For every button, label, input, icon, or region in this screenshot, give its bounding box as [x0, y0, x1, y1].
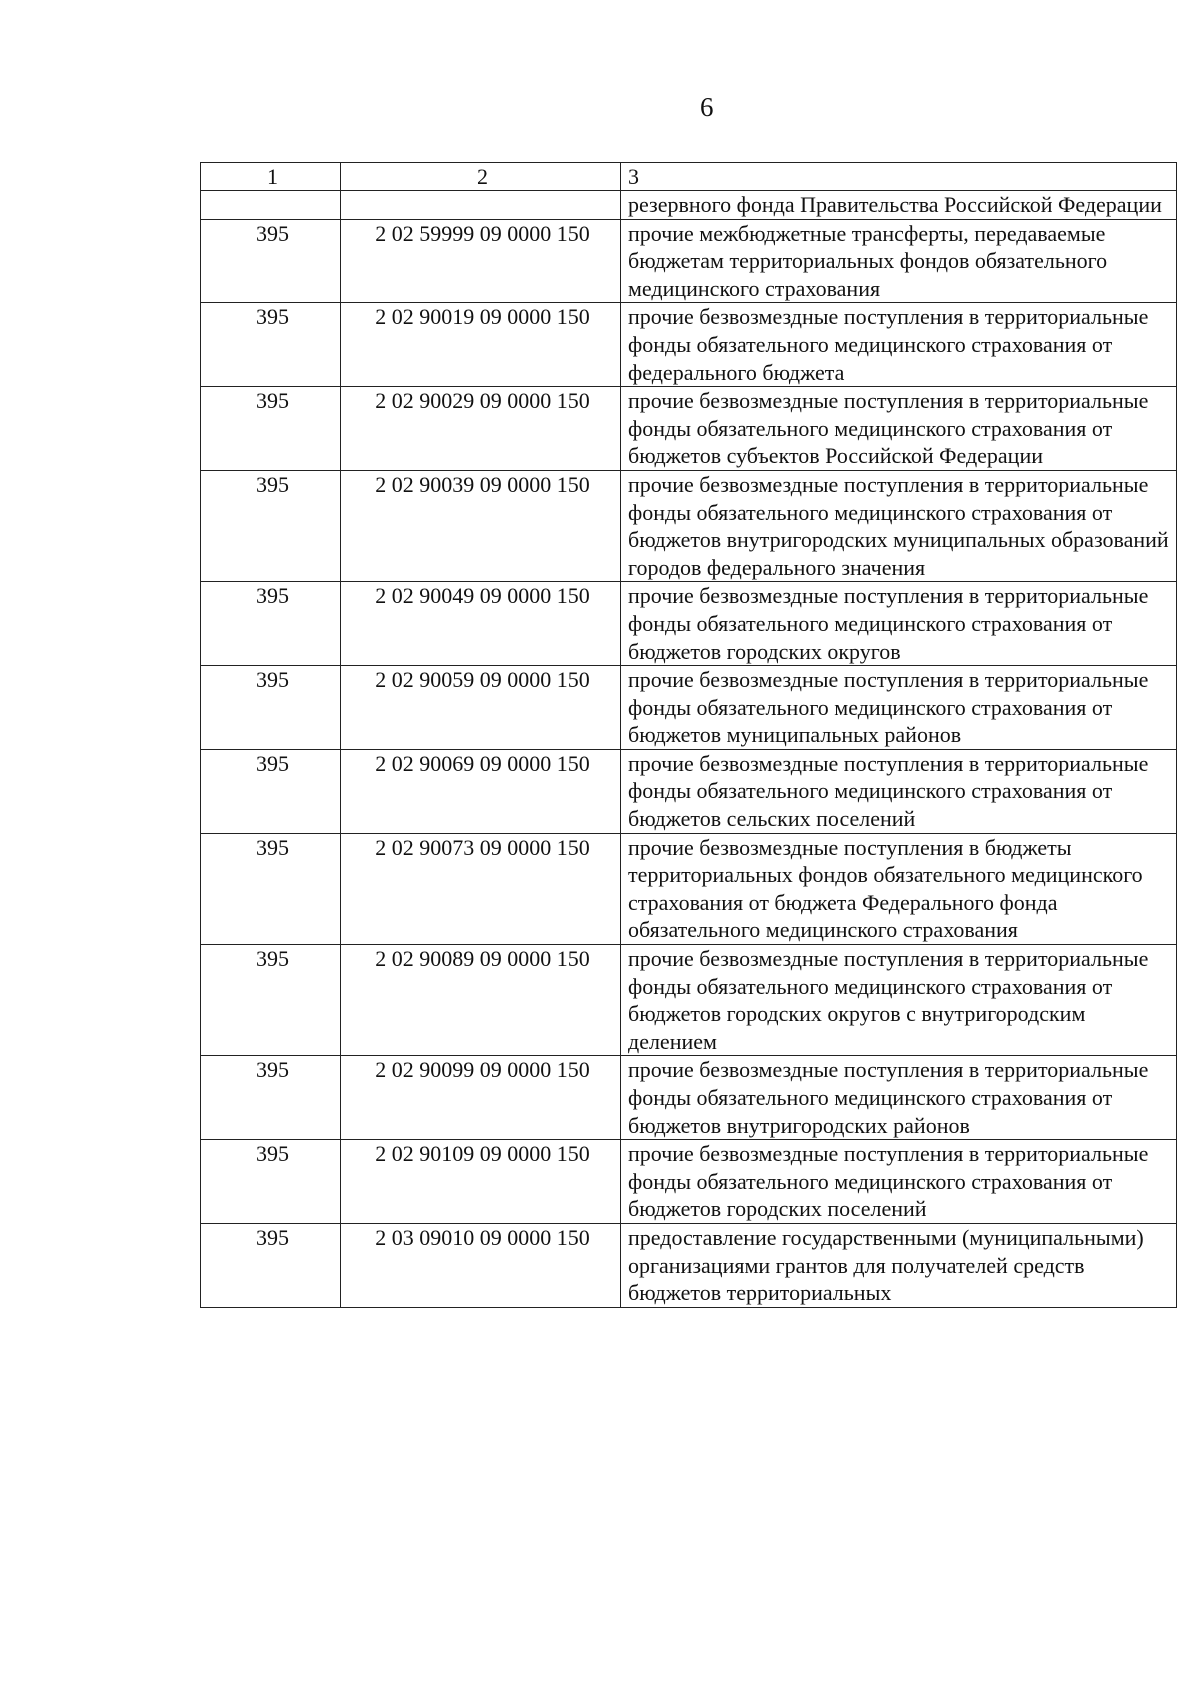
- table-row: [201, 219, 1177, 303]
- budget-code-cell: 2 02 90049 09 0000 150: [341, 582, 621, 666]
- column-header-2: 2: [341, 163, 621, 191]
- description-cell: предоставление государственными (муниципальными) организациями грантов для получателей средств бюджетов территориальных: [621, 1223, 1177, 1307]
- budget-code-cell: 2 02 90099 09 0000 150: [341, 1056, 621, 1140]
- admin-code-cell: 395: [201, 833, 341, 944]
- description-cell: прочие межбюджетные трансферты, передаваемые бюджетам территориальных фондов обязательного медицинского страхования: [621, 219, 1177, 303]
- table-row: [201, 749, 1177, 833]
- budget-code-cell: [341, 191, 621, 220]
- budget-code-cell: 2 02 90029 09 0000 150: [341, 387, 621, 471]
- table-row: [201, 191, 1177, 220]
- admin-code-cell: 395: [201, 1223, 341, 1307]
- admin-code-cell: 395: [201, 666, 341, 750]
- budget-code-cell: 2 02 90059 09 0000 150: [341, 666, 621, 750]
- table-row: [201, 303, 1177, 387]
- admin-code-cell: 395: [201, 749, 341, 833]
- admin-code-cell: 395: [201, 1140, 341, 1224]
- description-cell: прочие безвозмездные поступления в территориальные фонды обязательного медицинского страхования от бюджетов внутригородских районов: [621, 1056, 1177, 1140]
- description-cell: прочие безвозмездные поступления в территориальные фонды обязательного медицинского страхования от бюджетов субъектов Российской Федерации: [621, 387, 1177, 471]
- table-row: [201, 582, 1177, 666]
- description-cell: прочие безвозмездные поступления в территориальные фонды обязательного медицинского страхования от бюджетов городских округов с внутригородским делением: [621, 945, 1177, 1056]
- description-cell: прочие безвозмездные поступления в территориальные фонды обязательного медицинского страхования от бюджетов сельских поселений: [621, 749, 1177, 833]
- table-row: [201, 1223, 1177, 1307]
- table-header-row: [201, 163, 1177, 191]
- admin-code-cell: 395: [201, 470, 341, 581]
- budget-code-cell: 2 02 90089 09 0000 150: [341, 945, 621, 1056]
- admin-code-cell: 395: [201, 387, 341, 471]
- table-row: [201, 945, 1177, 1056]
- column-header-3: 3: [621, 163, 1177, 191]
- description-cell: прочие безвозмездные поступления в бюджеты территориальных фондов обязательного медицинского страхования от бюджета Федерального фонда обязательного медицинского страхования: [621, 833, 1177, 944]
- table-row: [201, 1056, 1177, 1140]
- description-cell: прочие безвозмездные поступления в территориальные фонды обязательного медицинского страхования от бюджетов муниципальных районов: [621, 666, 1177, 750]
- budget-code-cell: 2 02 90073 09 0000 150: [341, 833, 621, 944]
- admin-code-cell: 395: [201, 582, 341, 666]
- budget-code-cell: 2 02 90019 09 0000 150: [341, 303, 621, 387]
- table-row: [201, 833, 1177, 944]
- table-row: [201, 470, 1177, 581]
- page-number: 6: [700, 92, 714, 122]
- table-row: [201, 666, 1177, 750]
- admin-code-cell: 395: [201, 1056, 341, 1140]
- budget-code-cell: 2 02 90069 09 0000 150: [341, 749, 621, 833]
- description-cell: прочие безвозмездные поступления в территориальные фонды обязательного медицинского страхования от бюджетов городских округов: [621, 582, 1177, 666]
- admin-code-cell: 395: [201, 219, 341, 303]
- admin-code-cell: 395: [201, 945, 341, 1056]
- description-cell: прочие безвозмездные поступления в территориальные фонды обязательного медицинского страхования от федерального бюджета: [621, 303, 1177, 387]
- description-cell: резервного фонда Правительства Российской Федерации: [621, 191, 1177, 220]
- admin-code-cell: [201, 191, 341, 220]
- description-cell: прочие безвозмездные поступления в территориальные фонды обязательного медицинского страхования от бюджетов городских поселений: [621, 1140, 1177, 1224]
- table-row: [201, 387, 1177, 471]
- budget-code-cell: 2 02 90109 09 0000 150: [341, 1140, 621, 1224]
- budget-codes-table: [200, 162, 1177, 1308]
- budget-code-cell: 2 03 09010 09 0000 150: [341, 1223, 621, 1307]
- admin-code-cell: 395: [201, 303, 341, 387]
- table-row: [201, 1140, 1177, 1224]
- description-cell: прочие безвозмездные поступления в территориальные фонды обязательного медицинского страхования от бюджетов внутригородских муниципальных образований городов федерального значения: [621, 470, 1177, 581]
- column-header-1: 1: [201, 163, 341, 191]
- budget-code-cell: 2 02 90039 09 0000 150: [341, 470, 621, 581]
- budget-code-cell: 2 02 59999 09 0000 150: [341, 219, 621, 303]
